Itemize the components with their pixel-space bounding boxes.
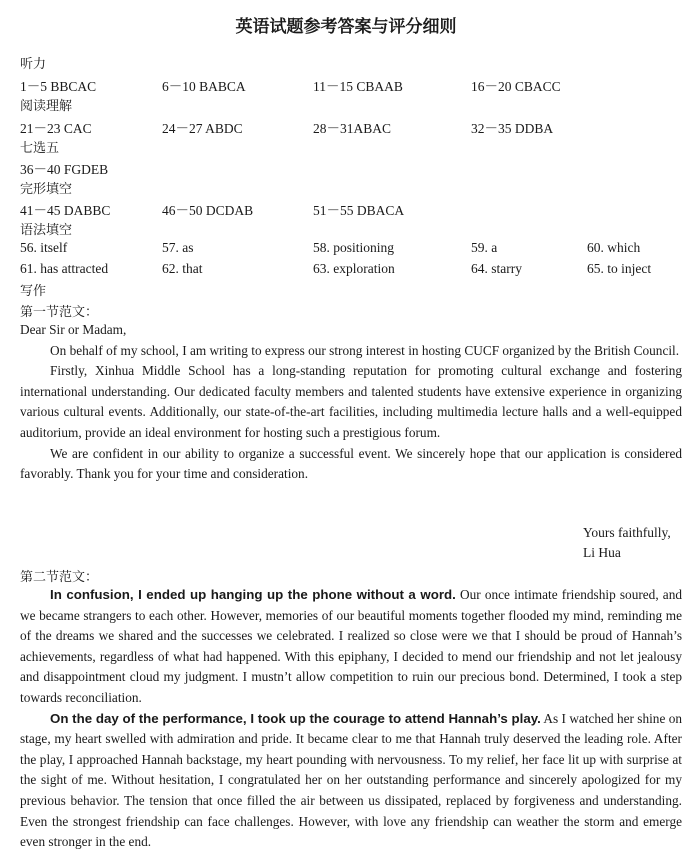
grammar-answer: 58. positioning	[313, 240, 395, 255]
writing-part1-label: 第一节范文：	[20, 305, 99, 320]
section-grammar-label: 语法填空	[20, 223, 73, 238]
essay-paragraph	[20, 709, 682, 853]
answer-group: 28－31ABAC	[313, 121, 392, 136]
section-seven-five-label: 七选五	[20, 141, 60, 156]
essay-paragraph	[20, 585, 682, 709]
essay-salutation: Dear Sir or Madam,	[20, 322, 127, 337]
section-listening-label: 听力	[20, 57, 47, 72]
answer-group: 46－50 DCDAB	[162, 203, 254, 218]
grammar-answer: 62. that	[162, 261, 203, 276]
paragraph-body: As I watched her shine on stage, my heart swelled with admiration and pride. It became clear to me that Hannah truly deserved the leading role. After the play, I approached Hannah backstage, my heart pounding with nervousness. To my relief, her face lit up with surprise at the sight of me. Without hesitation, I congratulated her on her outstanding performance and sincerely apologized for my previous behavior. The tension that once filled the air between us dissipated, replaced by forgiveness and understanding. Even the strongest friendship can face challenges. However, with love any friendship can weather the storm and emerge even stronger in the end.	[20, 710, 682, 850]
grammar-answer: 57. as	[162, 240, 194, 255]
answer-group: 41－45 DABBC	[20, 203, 111, 218]
document-title: 英语试题参考答案与评分细则	[235, 17, 457, 37]
grammar-answer: 61. has attracted	[20, 261, 109, 276]
answer-group: 16－20 CBACC	[471, 79, 561, 94]
essay-closing: Yours faithfully,	[583, 525, 671, 540]
essay-paragraph: We are confident in our ability to organize a successful event. We sincerely hope that our application is considered favorably. Thank you for your time and consideration.	[20, 445, 682, 482]
answer-group: 11－15 CBAAB	[313, 79, 403, 94]
section-writing-label: 写作	[20, 284, 47, 299]
grammar-answer: 56. itself	[20, 240, 68, 255]
section-cloze-label: 完形填空	[20, 182, 73, 197]
section-reading-label: 阅读理解	[20, 99, 73, 114]
essay-paragraph: Firstly, Xinhua Middle School has a long-standing reputation for promoting cultural exchange and fostering international understanding. Our dedicated faculty members and talented students have extensive experience in organizing various cultural events. Additionally, our state-of-the-art facilities, including multimedia lecture halls and a well-equipped auditorium, provide an ideal environment for hosting such a prestigious forum.	[20, 363, 682, 440]
paragraph-body: Our once intimate friendship soured, and we became strangers to each other. However, memories of our beautiful moments together flooded my mind, reminding me of the dreams we shared and the successes we celebrated. I realized so close were we that I should be proud of Hannah’s achievements, regardless of what had happened. With this epiphany, I decided to mend our friendship and not let jealousy and disappointment cloud my judgment. I mustn’t allow competition to ruin our precious bond. Determined, I took a step towards reconciliation.	[20, 587, 683, 705]
grammar-answer: 65. to inject	[587, 261, 652, 276]
essay-paragraph: On behalf of my school, I am writing to express our strong interest in hosting CUCF organized by the British Council.	[50, 342, 680, 358]
answer-group: 6－10 BABCA	[162, 79, 246, 94]
answer-group: 24－27 ABDC	[162, 121, 243, 136]
answer-group: 36－40 FGDEB	[20, 162, 109, 177]
model-essay-part2	[20, 585, 682, 853]
essay-signature: Li Hua	[583, 545, 621, 560]
grammar-answer: 64. starry	[471, 261, 522, 276]
paragraph-opening-sentence: On the day of the performance, I took up the courage to attend Hannah’s play.	[50, 710, 541, 726]
paragraph-opening-sentence: In confusion, I ended up hanging up the phone without a word.	[50, 587, 456, 602]
answer-group: 1－5 BBCAC	[20, 79, 97, 94]
grammar-answer: 59. a	[471, 240, 498, 255]
grammar-answer: 60. which	[587, 240, 641, 255]
answer-group: 51－55 DBACA	[313, 203, 405, 218]
grammar-answer: 63. exploration	[313, 261, 395, 276]
answer-group: 32－35 DDBA	[471, 121, 554, 136]
writing-part2-label: 第二节范文：	[20, 570, 99, 585]
model-essay-part1	[20, 320, 682, 485]
answer-group: 21－23 CAC	[20, 121, 92, 136]
